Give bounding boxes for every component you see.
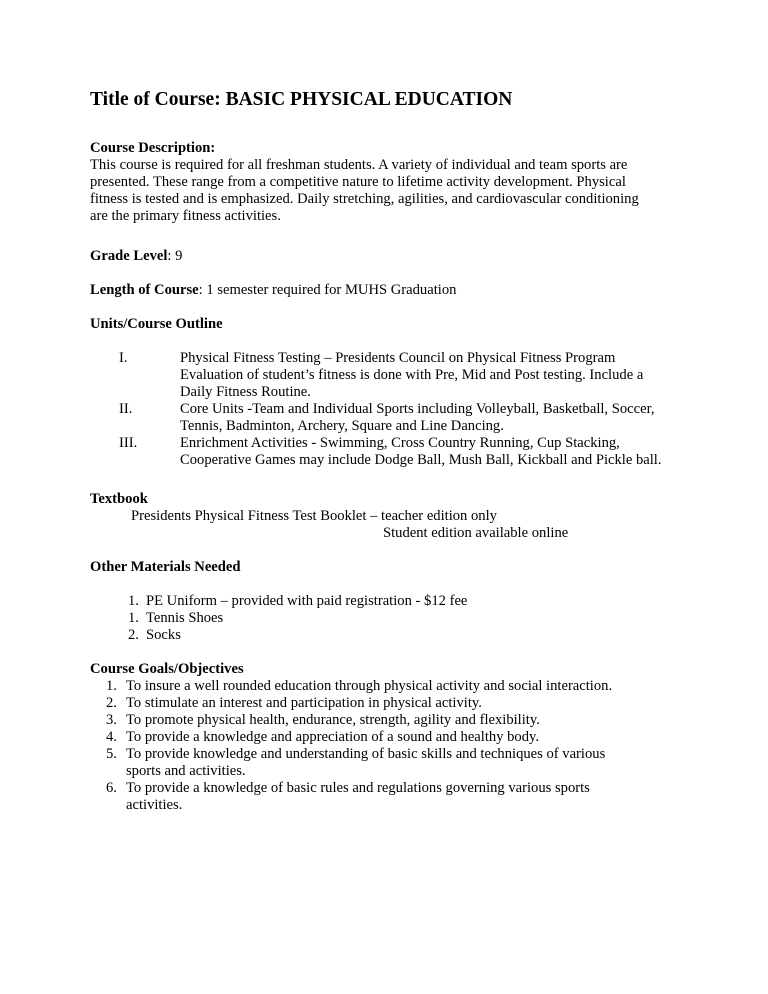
grade-level-label: Grade Level xyxy=(90,248,168,264)
goal-item-continued xyxy=(90,797,740,814)
materials-item xyxy=(90,610,690,627)
outline-item-text: Tennis, Badminton, Archery, Square and Line Dancing. xyxy=(180,418,504,434)
outline-item-number: III. xyxy=(119,435,138,451)
outline-item-number: I. xyxy=(119,350,128,366)
goal-item xyxy=(90,729,740,746)
outline-item xyxy=(90,350,740,401)
goal-item-text: To stimulate an interest and participation in physical activity. xyxy=(126,695,482,711)
materials-item-number: 2. xyxy=(128,627,139,643)
goals-heading: Course Goals/Objectives xyxy=(90,661,244,677)
course-length-value: : 1 semester required for MUHS Graduation xyxy=(198,282,457,298)
grade-level-value: : 9 xyxy=(167,248,183,264)
goal-item-text: To provide a knowledge of basic rules and regulations governing various sports xyxy=(126,780,590,796)
goal-item xyxy=(90,780,740,797)
outline-item-number: II. xyxy=(119,401,133,417)
materials-item-text: Tennis Shoes xyxy=(146,610,224,626)
goals-section xyxy=(90,661,740,814)
goal-item-number: 4. xyxy=(106,729,117,745)
course-length xyxy=(90,282,690,299)
goal-item-number: 3. xyxy=(106,712,117,728)
goal-item-text: To promote physical health, endurance, strength, agility and flexibility. xyxy=(126,712,540,728)
goal-item-text: To provide knowledge and understanding of basic skills and techniques of various xyxy=(126,746,606,762)
units-outline xyxy=(90,316,740,469)
textbook-line: Student edition available online xyxy=(383,525,569,541)
materials-item-text: PE Uniform – provided with paid registration - $12 fee xyxy=(146,593,468,609)
materials-item-number: 1. xyxy=(128,593,139,609)
outline-item-text: Physical Fitness Testing – Presidents Council on Physical Fitness Program xyxy=(180,350,616,366)
materials-item xyxy=(90,593,690,610)
goal-item xyxy=(90,695,740,712)
materials-item xyxy=(90,627,690,644)
course-description xyxy=(90,140,690,225)
outline-item-text: Daily Fitness Routine. xyxy=(180,384,311,400)
outline-item-text: Evaluation of student’s fitness is done with Pre, Mid and Post testing. Include a xyxy=(180,367,644,383)
goal-item-text: sports and activities. xyxy=(126,763,246,779)
goal-item-number: 2. xyxy=(106,695,117,711)
outline-item-text: Cooperative Games may include Dodge Ball, Mush Ball, Kickball and Pickle ball. xyxy=(180,452,662,468)
course-length-label: Length of Course xyxy=(90,282,199,298)
goal-item-text: To provide a knowledge and appreciation of a sound and healthy body. xyxy=(126,729,540,745)
goal-item-number: 1. xyxy=(106,678,117,694)
textbook-heading: Textbook xyxy=(90,491,148,507)
materials-item-text: Socks xyxy=(146,627,181,643)
course-description-line: fitness is tested and is emphasized. Daily stretching, agilities, and cardiovascular conditioning xyxy=(90,191,639,207)
units-outline-heading: Units/Course Outline xyxy=(90,316,223,332)
goal-item xyxy=(90,712,740,729)
goal-item-text: activities. xyxy=(126,797,183,813)
goal-item-number: 6. xyxy=(106,780,117,796)
course-description-heading: Course Description: xyxy=(90,140,216,156)
outline-item-text: Core Units -Team and Individual Sports including Volleyball, Basketball, Soccer, xyxy=(180,401,655,417)
course-description-line: presented. These range from a competitive nature to lifetime activity development. Physical xyxy=(90,174,626,190)
materials-item-number: 1. xyxy=(128,610,139,626)
course-description-line: are the primary fitness activities. xyxy=(90,208,281,224)
textbook-line: Presidents Physical Fitness Test Booklet – teacher edition only xyxy=(131,508,497,524)
materials-heading: Other Materials Needed xyxy=(90,559,241,575)
materials-section xyxy=(90,559,690,644)
outline-item xyxy=(90,435,740,469)
goal-item-text: To insure a well rounded education through physical activity and social interaction. xyxy=(126,678,613,694)
page-title: Title of Course: BASIC PHYSICAL EDUCATION xyxy=(90,89,513,110)
textbook-section xyxy=(90,491,690,542)
course-description-line: This course is required for all freshman students. A variety of individual and team sports are xyxy=(90,157,628,173)
goal-item-continued xyxy=(90,763,740,780)
goal-item xyxy=(90,746,740,763)
goal-item-number: 5. xyxy=(106,746,117,762)
goal-item xyxy=(90,678,740,695)
grade-level xyxy=(90,248,690,265)
outline-item xyxy=(90,401,740,435)
outline-item-text: Enrichment Activities - Swimming, Cross Country Running, Cup Stacking, xyxy=(180,435,620,451)
